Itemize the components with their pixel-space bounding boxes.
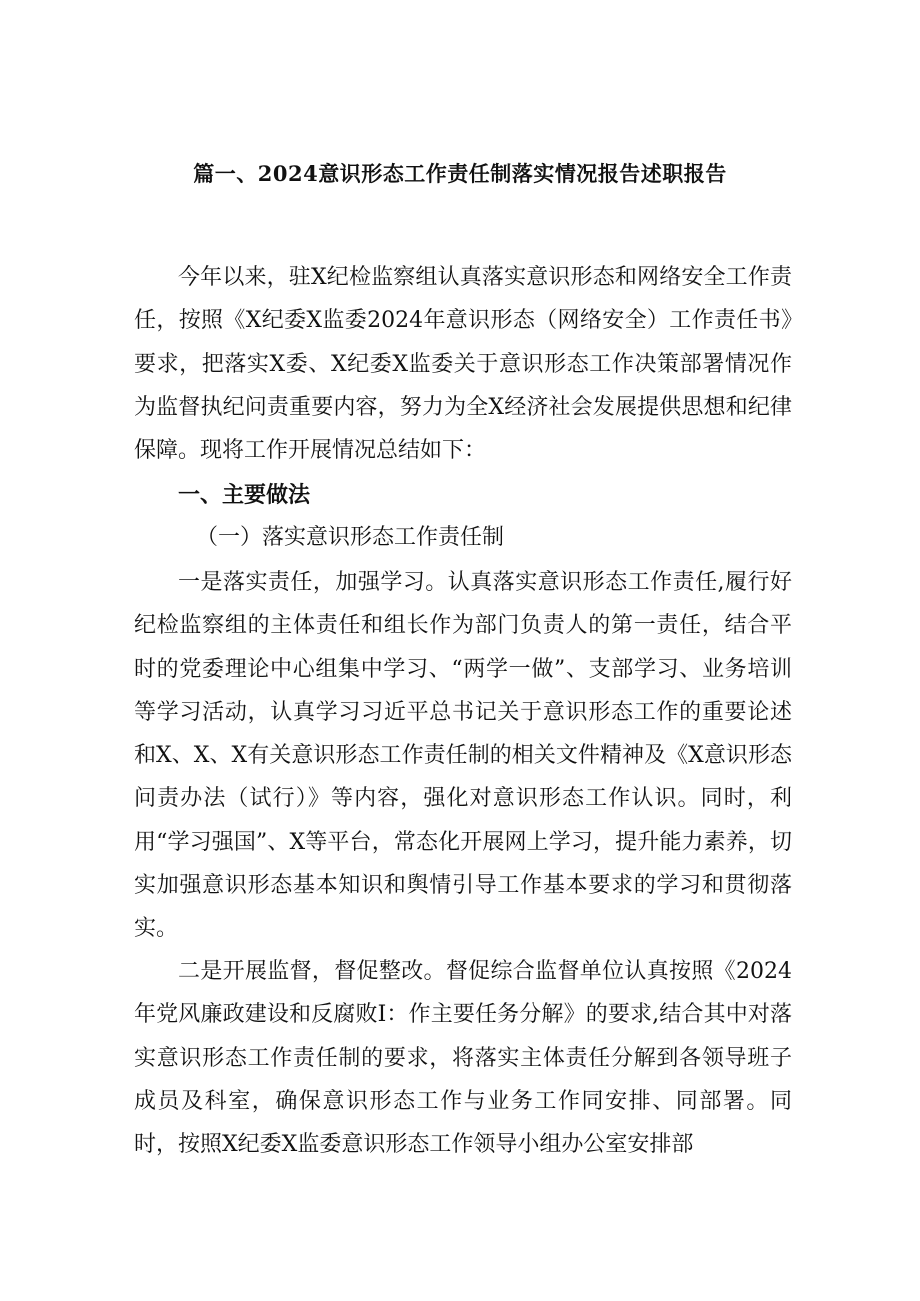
paragraph-2: 二是开展监督，督促整改。督促综合监督单位认真按照《2024年党风廉政建设和反腐败I：作主要任务分解》的要求,结合其中对落实意识形态工作责任制的要求，将落实主体责任分解到各领导班子成员及科室，确保意识形态工作与业务工作同安排、同部署。同时，按照X纪委X监委意识形态工作领导小组办公室安排部: [134, 959, 792, 1158]
intro-paragraph: 今年以来，驻X纪检监察组认真落实意识形态和网络安全工作责任，按照《X纪委X监委2024年意识形态（网络安全）工作责任书》要求，把落实X委、X纪委X监委关于意识形态工作决策部署情况作为监督执纪问责重要内容，努力为全X经济社会发展提供思想和纪律保障。现将工作开展情况总结如下：: [134, 265, 792, 464]
subsection-heading: （一）落实意识形态工作责任制: [196, 525, 505, 550]
document-title: 篇一、2024意识形态工作责任制落实情况报告述职报告: [193, 161, 727, 186]
paragraph-1: 一是落实责任，加强学习。认真落实意识形态工作责任,履行好纪检监察组的主体责任和组长作为部门负责人的第一责任，结合平时的党委理论中心组集中学习、“两学一做”、支部学习、业务培训等学习活动，认真学习习近平总书记关于意识形态工作的重要论述和X、X、X有关意识形态工作责任制的相关文件精神及《X意识形态问责办法（试行）》等内容，强化对意识形态工作认识。同时，利用“学习强国”、X等平台，常态化开展网上学习，提升能力素养，切实加强意识形态基本知识和舆情引导工作基本要求的学习和贯彻落实。: [134, 570, 792, 942]
section-heading: 一、主要做法: [178, 482, 311, 508]
